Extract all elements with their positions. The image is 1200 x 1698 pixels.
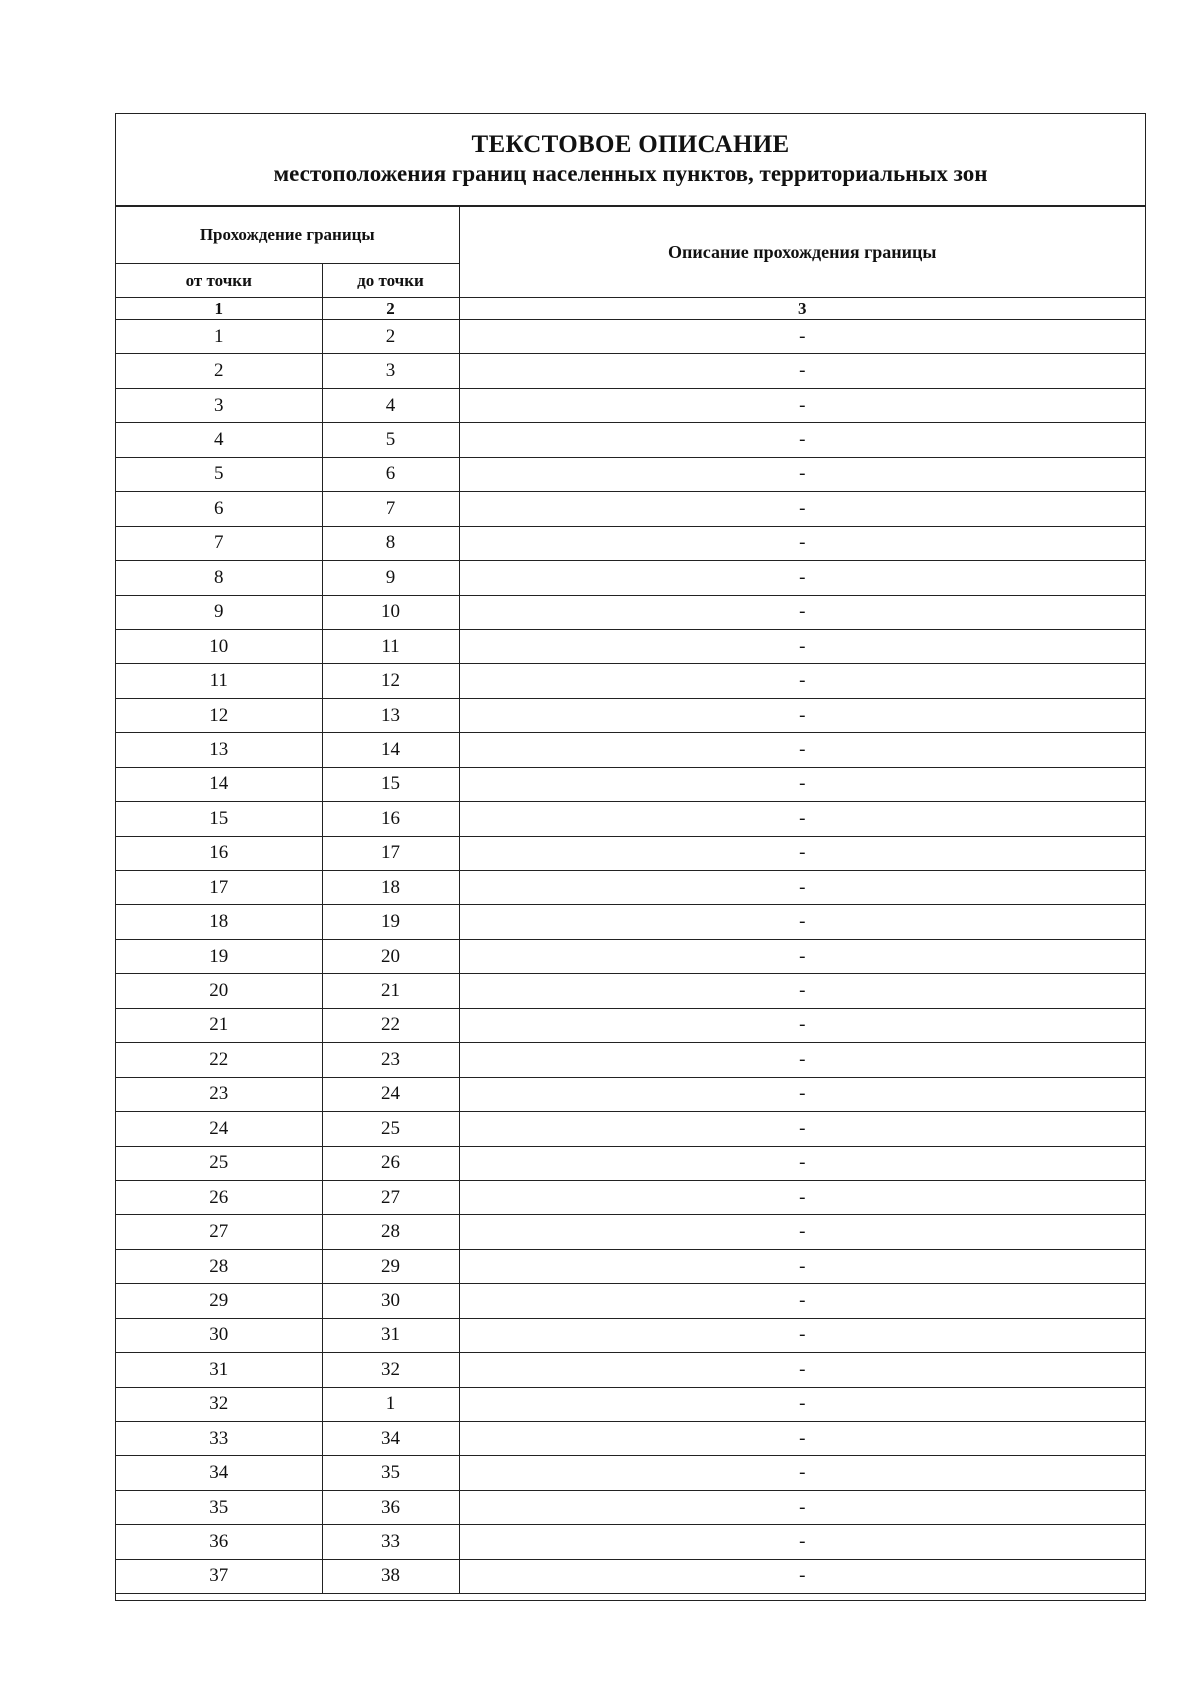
cell-to-point: 29 [322, 1249, 459, 1283]
table-row [116, 1456, 1145, 1490]
cell-description: - [459, 561, 1145, 595]
table-row [116, 698, 1145, 732]
cell-to-point: 30 [322, 1284, 459, 1318]
cell-description: - [459, 802, 1145, 836]
table-row [116, 320, 1145, 354]
boundary-table [116, 206, 1145, 1594]
column-number-2: 2 [322, 298, 459, 320]
cell-to-point: 27 [322, 1180, 459, 1214]
cell-description: - [459, 871, 1145, 905]
table-body [116, 320, 1145, 1594]
cell-to-point: 13 [322, 698, 459, 732]
cell-description: - [459, 1043, 1145, 1077]
cell-description: - [459, 1525, 1145, 1559]
cell-to-point: 18 [322, 871, 459, 905]
table-row [116, 802, 1145, 836]
cell-to-point: 16 [322, 802, 459, 836]
cell-to-point: 38 [322, 1559, 459, 1593]
cell-from-point: 16 [116, 836, 322, 870]
table-row [116, 939, 1145, 973]
cell-from-point: 27 [116, 1215, 322, 1249]
column-number-1: 1 [116, 298, 322, 320]
cell-description: - [459, 1008, 1145, 1042]
table-row [116, 1249, 1145, 1283]
cell-to-point: 12 [322, 664, 459, 698]
cell-from-point: 20 [116, 974, 322, 1008]
cell-from-point: 18 [116, 905, 322, 939]
cell-from-point: 9 [116, 595, 322, 629]
cell-to-point: 1 [322, 1387, 459, 1421]
cell-description: - [459, 1422, 1145, 1456]
cell-from-point: 5 [116, 457, 322, 491]
table-row [116, 1387, 1145, 1421]
cell-to-point: 3 [322, 354, 459, 388]
table-row [116, 1077, 1145, 1111]
boundary-description-sheet [115, 113, 1146, 1601]
cell-description: - [459, 1112, 1145, 1146]
cell-description: - [459, 423, 1145, 457]
table-row [116, 423, 1145, 457]
cell-description: - [459, 1353, 1145, 1387]
cell-to-point: 28 [322, 1215, 459, 1249]
cell-description: - [459, 1146, 1145, 1180]
table-row [116, 457, 1145, 491]
cell-to-point: 25 [322, 1112, 459, 1146]
cell-from-point: 14 [116, 767, 322, 801]
cell-to-point: 15 [322, 767, 459, 801]
cell-from-point: 7 [116, 526, 322, 560]
cell-description: - [459, 629, 1145, 663]
cell-description: - [459, 1456, 1145, 1490]
cell-from-point: 13 [116, 733, 322, 767]
cell-description: - [459, 974, 1145, 1008]
cell-from-point: 36 [116, 1525, 322, 1559]
cell-description: - [459, 388, 1145, 422]
table-row [116, 733, 1145, 767]
table-row [116, 354, 1145, 388]
cell-to-point: 31 [322, 1318, 459, 1352]
cell-to-point: 2 [322, 320, 459, 354]
cell-description: - [459, 664, 1145, 698]
cell-to-point: 32 [322, 1353, 459, 1387]
cell-to-point: 17 [322, 836, 459, 870]
column-number-3: 3 [459, 298, 1145, 320]
cell-description: - [459, 1077, 1145, 1111]
cell-from-point: 19 [116, 939, 322, 973]
table-row [116, 1180, 1145, 1214]
column-header-description: Описание прохождения границы [459, 207, 1145, 298]
cell-description: - [459, 1180, 1145, 1214]
table-row [116, 1353, 1145, 1387]
cell-to-point: 6 [322, 457, 459, 491]
cell-from-point: 31 [116, 1353, 322, 1387]
cell-to-point: 36 [322, 1490, 459, 1524]
cell-to-point: 23 [322, 1043, 459, 1077]
cell-from-point: 34 [116, 1456, 322, 1490]
cell-from-point: 25 [116, 1146, 322, 1180]
cell-description: - [459, 1387, 1145, 1421]
cell-description: - [459, 526, 1145, 560]
cell-description: - [459, 767, 1145, 801]
cell-description: - [459, 595, 1145, 629]
cell-from-point: 8 [116, 561, 322, 595]
table-row [116, 1559, 1145, 1593]
cell-description: - [459, 836, 1145, 870]
cell-description: - [459, 1249, 1145, 1283]
table-row [116, 836, 1145, 870]
cell-description: - [459, 698, 1145, 732]
table-row [116, 1215, 1145, 1249]
table-row [116, 1422, 1145, 1456]
cell-from-point: 3 [116, 388, 322, 422]
cell-from-point: 6 [116, 492, 322, 526]
document-subtitle: местоположения границ населенных пунктов, территориальных зон [273, 161, 988, 186]
cell-from-point: 37 [116, 1559, 322, 1593]
table-row [116, 974, 1145, 1008]
cell-from-point: 1 [116, 320, 322, 354]
cell-description: - [459, 939, 1145, 973]
cell-from-point: 4 [116, 423, 322, 457]
cell-description: - [459, 354, 1145, 388]
table-row [116, 388, 1145, 422]
cell-to-point: 21 [322, 974, 459, 1008]
cell-description: - [459, 320, 1145, 354]
cell-description: - [459, 1215, 1145, 1249]
table-row [116, 1008, 1145, 1042]
cell-description: - [459, 733, 1145, 767]
cell-to-point: 4 [322, 388, 459, 422]
cell-to-point: 9 [322, 561, 459, 595]
table-row [116, 526, 1145, 560]
table-row [116, 561, 1145, 595]
table-row [116, 1112, 1145, 1146]
cell-to-point: 24 [322, 1077, 459, 1111]
cell-from-point: 28 [116, 1249, 322, 1283]
table-row [116, 905, 1145, 939]
cell-description: - [459, 492, 1145, 526]
cell-from-point: 26 [116, 1180, 322, 1214]
title-block [116, 114, 1145, 206]
cell-to-point: 19 [322, 905, 459, 939]
cell-to-point: 33 [322, 1525, 459, 1559]
cell-description: - [459, 1318, 1145, 1352]
cell-to-point: 5 [322, 423, 459, 457]
cell-from-point: 22 [116, 1043, 322, 1077]
column-header-from-point: от точки [116, 264, 322, 298]
table-row [116, 595, 1145, 629]
cell-from-point: 29 [116, 1284, 322, 1318]
table-row [116, 664, 1145, 698]
cell-from-point: 15 [116, 802, 322, 836]
cell-from-point: 11 [116, 664, 322, 698]
cell-description: - [459, 1490, 1145, 1524]
column-header-to-point: до точки [322, 264, 459, 298]
cell-to-point: 35 [322, 1456, 459, 1490]
document-title: ТЕКСТОВОЕ ОПИСАНИЕ [471, 131, 790, 158]
table-row [116, 1318, 1145, 1352]
cell-to-point: 8 [322, 526, 459, 560]
cell-to-point: 14 [322, 733, 459, 767]
cell-from-point: 10 [116, 629, 322, 663]
cell-from-point: 17 [116, 871, 322, 905]
table-row [116, 492, 1145, 526]
table-row [116, 629, 1145, 663]
cell-from-point: 30 [116, 1318, 322, 1352]
table-row [116, 1043, 1145, 1077]
table-row [116, 871, 1145, 905]
cell-to-point: 20 [322, 939, 459, 973]
cell-description: - [459, 905, 1145, 939]
table-row [116, 1490, 1145, 1524]
cell-to-point: 10 [322, 595, 459, 629]
cell-description: - [459, 457, 1145, 491]
cell-to-point: 7 [322, 492, 459, 526]
table-row [116, 1525, 1145, 1559]
cell-from-point: 2 [116, 354, 322, 388]
cell-to-point: 34 [322, 1422, 459, 1456]
cell-from-point: 21 [116, 1008, 322, 1042]
cell-from-point: 12 [116, 698, 322, 732]
cell-from-point: 24 [116, 1112, 322, 1146]
cell-to-point: 22 [322, 1008, 459, 1042]
cell-from-point: 33 [116, 1422, 322, 1456]
group-header-boundary-passage: Прохождение границы [116, 207, 459, 264]
table-row [116, 767, 1145, 801]
table-row [116, 1284, 1145, 1318]
cell-description: - [459, 1559, 1145, 1593]
table-row [116, 1146, 1145, 1180]
table-bottom-margin [116, 1594, 1145, 1600]
cell-to-point: 11 [322, 629, 459, 663]
cell-from-point: 35 [116, 1490, 322, 1524]
cell-to-point: 26 [322, 1146, 459, 1180]
cell-from-point: 23 [116, 1077, 322, 1111]
cell-description: - [459, 1284, 1145, 1318]
cell-from-point: 32 [116, 1387, 322, 1421]
